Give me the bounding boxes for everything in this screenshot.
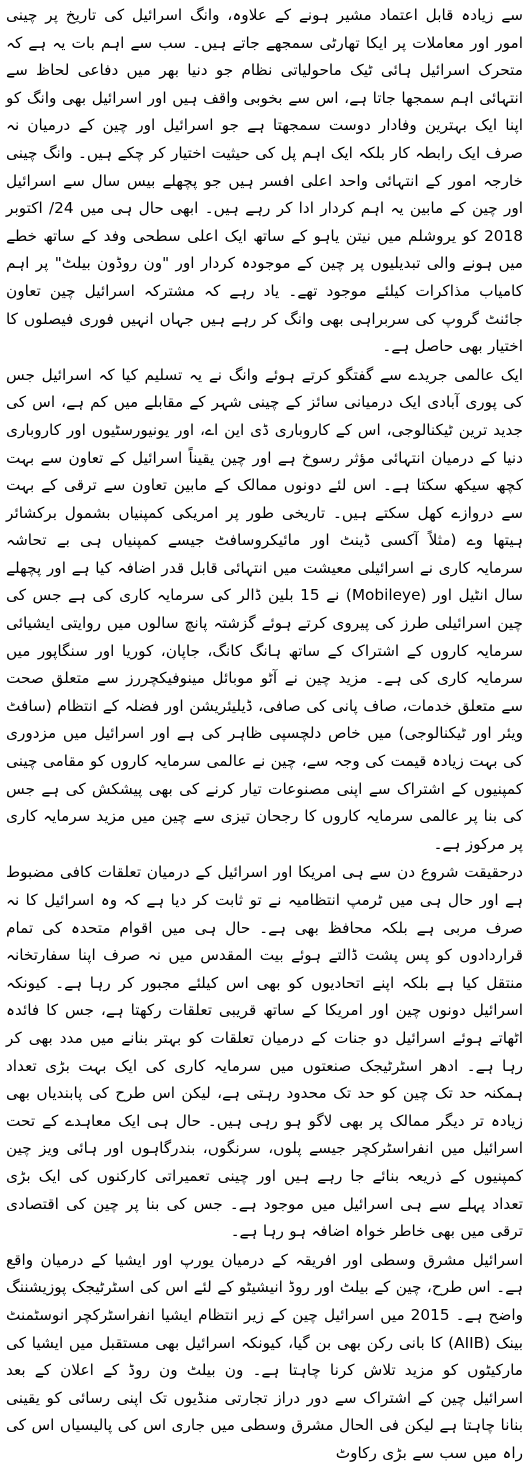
article-paragraph-3: درحقیقت شروع دن سے ہی امریکا اور اسرائیل کے درمیان تعلقات کافی مضبوط ہے اور حال ہی میں ٹرمپ انتظامیہ نے تو ثابت کر دیا ہے کہ وہ اسرائیل کا نہ صرف مربی ہے بلکہ محافظ بھی ہے۔ حال ہی میں اقوام متحدہ کی تمام قراردادوں کو پس پشت ڈالتے ہوئے بیت المقدس میں نہ صرف اپنا سفارتخانہ منتقل کیا ہے بلکہ اپنے اتحادیوں کو بھی اس کیلئے مجبور کر رہا ہے۔ کیونکہ اسرائیل دونوں چین اور امریکا کے ساتھ قریبی تعلقات رکھتا ہے، جس کا فائدہ اٹھاتے ہوئے اسرائیل دو جنات کے درمیان تعلقات کو بہتر بنانے میں مدد بھی کر رہا ہے۔ ادھر اسٹرٹیجک صنعتوں میں سرمایہ کاری کی ایک بہت بڑی تعداد ہمکنہ حد تک چین کو حد تک محدود رہتی ہے، لیکن اس طرح کی پابندیاں بھی زیادہ تر دیگر ممالک پر بھی لاگو ہو رہی ہیں۔ حال ہی ایک معاہدے کے تحت اسرائیل میں انفراسٹرکچر جیسے پلوں، سرنگوں، بندرگاہوں اور ہائی ویز چین کمپنیوں کے ذریعہ بنائے جا رہے ہیں اور چینی تعمیراتی کارکنوں کی ایک بڑی تعداد پہلے سے ہی اسرائیل میں موجود ہے۔ جس کی بنا پر چین کی اقتصادی ترقی میں بھی خاطر خواہ اضافہ ہو رہا ہے۔ bbox=[6, 863, 523, 1241]
article-paragraph-4: اسرائیل مشرق وسطی اور افریقہ کے درمیان یورپ اور ایشیا کے درمیان واقع ہے۔ اس طرح، چین کے بیلٹ اور روڈ انیشیٹو کے لئے اس کی اسٹرٹیجک پوزیشننگ واضح ہے۔ 2015 میں اسرائیل چین کے زیر انتظام ایشیا انفراسٹرکچر انوسٹمنٹ بینک (AIIB) کا بانی رکن بھی بن گیا، کیونکہ اسرائیل بھی مستقبل میں ایشیا کی مارکیٹوں کو مزید تلاش کرنا چاہتا ہے۔ ون بیلٹ ون روڈ کے اعلان کے بعد اسرائیل چین کے اشتراک سے دور دراز تجارتی منڈیوں تک اپنی رسائی کو یقینی بنانا چاہتا ہے لیکن فی الحال مشرق وسطی میں جاری اس کی پالیسیاں اس کی راہ میں سب سے بڑی رکاوٹ bbox=[6, 1250, 524, 1462]
article-paragraph-2: ایک عالمی جریدے سے گفتگو کرتے ہوئے وانگ نے یہ تسلیم کیا کہ اسرائیل جس کی پوری آبادی ایک درمیانی سائز کے چینی شہر کے مقابلے میں کم ہے، اس کی جدید ترین ٹیکنالوجی، اس کے کاروباری ڈی این اے، اور یونیورسٹیوں اور کاروباری دنیا کے درمیان انتہائی مؤثر رسوخ ہے اور چین یقیناً اسرائیل کے تعاون سے بہت کچھ سیکھ سکتا ہے۔ اس لئے دونوں ممالک کے مابین تعاون سے ترقی کے بہت سے دروازے کھل سکتے ہیں۔ تاریخی طور پر امریکی کمپنیاں بشمول برکشائر ہیتھا وے (مثلاً آکسی ڈینٹ اور مائیکروسافٹ جیسے کمپنیاں ہی بے تحاشہ سرمایہ کاری نے اسرائیلی معیشت میں انتہائی قابل قدر اضافہ کیا ہے اور پچھلے سال انٹیل اور (Mobileye) نے 15 بلین ڈالر کی سرمایہ کاری کی ہے جس کی چین اسرائیلی طرز کی پیروی کرتے ہوئے گزشتہ پانچ سالوں میں روایتی ایشیائی سرمایہ کاروں کے اشتراک کے ساتھ ہانگ کانگ، جاپان، کوریا اور سنگاپور میں سرمایہ کاری کی ہے۔ مزید چین نے آٹو موبائل مینوفیکچررز سے متعلق صحت سے متعلق خدمات، صاف پانی کی صافی، ڈیلیئریشن اور فضلہ کے انتظام (سافٹ ویئر اور ٹیکنالوجی) میں خاص دلچسپی ظاہر کی ہے اور اسرائیل میں مزدوری کی بہت زیادہ قیمت کی وجہ سے، چین نے عالمی سرمایہ کاروں کو مقامی چینی کمپنیوں کے اشتراک سے اپنی مصنوعات تیار کرنے کی بھی پیشکش کی ہے جس کی بنا پر عالمی سرمایہ کاروں کا رجحان تیزی سے چین میں مزید سرمایہ کاری پر مرکوز ہے۔ bbox=[6, 365, 523, 853]
article-paragraph-1: سے زیادہ قابل اعتماد مشیر ہونے کے علاوہ، وانگ اسرائیل کی تاریخ پر چینی امور اور معاملات پر ایکا تھارٹی سمجھے جاتے ہیں۔ سب سے اہم بات یہ ہے کہ متحرک اسرائیل ہائی ٹیک ماحولیاتی نظام جو دنیا بھر میں دفاعی لحاظ سے انتہائی اہم سمجھا جاتا ہے، اس سے بخوبی واقف ہیں اور اسرائیل بھی وانگ کو اپنا ایک بہترین وفادار دوست سمجھتا ہے جو اسرائیل اور چین کے درمیان نہ صرف ایک رابطہ کار بلکہ ایک اہم پل کی حیثیت اختیار کر چکے ہیں۔ وانگ چینی خارجہ امور کے انتہائی واحد اعلی افسر ہیں جو پچھلے بیس سال سے اسرائیل اور چین کے مابین یہ اہم کردار ادا کر رہے ہیں۔ ابھی حال ہی میں 24/ اکتوبر 2018 کو یروشلم میں نیتن یاہو کے ساتھ ایک اعلی سطحی وفد کے ساتھ خطے میں ہونے والی تبدیلیوں پر چین کے موجودہ کردار اور "ون روڈون بیلٹ" پر اہم کامیاب مذاکرات کیلئے موجود تھے۔ یاد رہے کہ مشترکہ اسرائیل چین تعاون جائنٹ گروپ کی سربراہی بھی وانگ کر رہے ہیں جہاں انہیں فوری فیصلوں کا اختیار بھی حاصل ہے۔ bbox=[6, 6, 523, 356]
